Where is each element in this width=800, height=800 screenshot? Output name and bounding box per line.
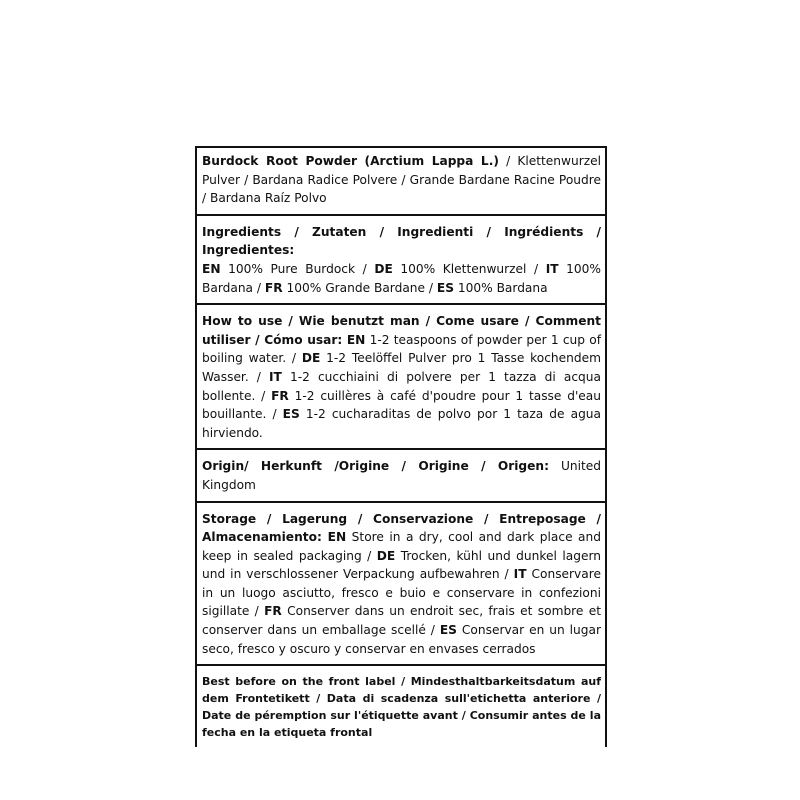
product-title-section bbox=[197, 146, 605, 216]
how-to-use-de: 1-2 Teelöffel Pulver pro 1 Tasse kochendem Wasser. / bbox=[202, 351, 601, 384]
best-before-text: Best before on the front label / Mindesthaltbarkeitsdatum auf dem Frontetikett / Data di scadenza sull'etichetta anteriore / Date de péremption sur l'étiquette avant / Consumir antes de la fecha en la etiqueta frontal bbox=[202, 675, 601, 740]
lang-code-it: IT bbox=[269, 369, 282, 384]
storage-de: Trocken, kühl und dunkel lagern und in verschlossener Verpackung aufbewahren / bbox=[202, 548, 601, 582]
lang-code-fr: FR bbox=[264, 280, 283, 295]
lang-code-de: DE bbox=[374, 261, 393, 276]
lang-code-es: ES bbox=[282, 407, 300, 422]
lang-code-en: EN bbox=[342, 332, 366, 347]
lang-code-de: DE bbox=[301, 351, 321, 366]
storage-section bbox=[197, 506, 605, 667]
how-to-use-fr: 1-2 cuillères à café d'poudre pour 1 tasse d'eau bouillante. / bbox=[202, 388, 601, 422]
lang-code-it: IT bbox=[513, 567, 527, 582]
origin-heading: Origin/ Herkunft /Origine / Origine / Origen: bbox=[202, 459, 549, 474]
lang-code-en: EN bbox=[321, 530, 347, 545]
ingredients-section bbox=[197, 219, 605, 305]
how-to-use-heading: How to use / Wie benutzt man / Come usare / Comment utiliser / Cómo usar: bbox=[202, 314, 601, 347]
product-label bbox=[195, 146, 607, 747]
ingredients-heading: Ingredients / Zutaten / Ingredienti / Ingrédients / Ingredientes: bbox=[202, 224, 601, 258]
how-to-use-section bbox=[197, 308, 605, 450]
lang-code-es: ES bbox=[436, 280, 454, 295]
ingredients-de: 100% Klettenwurzel / bbox=[392, 261, 546, 276]
ingredients-en: 100% Pure Burdock / bbox=[220, 261, 375, 276]
product-title-translations: / Klettenwurzel Pulver / Bardana Radice Polvere / Grande Bardane Racine Poudre / Bardana Raíz Polvo bbox=[202, 154, 601, 206]
how-to-use-en: 1-2 teaspoons of powder per 1 cup of boiling water. / bbox=[202, 332, 601, 366]
product-title: Burdock Root Powder (Arctium Lappa L.) bbox=[202, 154, 499, 168]
lang-code-de: DE bbox=[376, 548, 396, 563]
storage-it: Conservare in un luogo asciutto, fresco e buio e conservare in confezioni sigillate / bbox=[202, 567, 601, 619]
lang-code-fr: FR bbox=[271, 388, 289, 403]
origin-section bbox=[197, 453, 605, 502]
ingredients-fr: 100% Grande Bardane / bbox=[282, 280, 437, 295]
lang-code-fr: FR bbox=[264, 604, 282, 619]
how-to-use-es: 1-2 cucharaditas de polvo por 1 taza de agua hirviendo. bbox=[202, 407, 601, 440]
lang-code-en: EN bbox=[202, 261, 221, 276]
lang-code-es: ES bbox=[439, 623, 457, 638]
how-to-use-it: 1-2 cucchiaini di polvere per 1 tazza di acqua bollente. / bbox=[202, 369, 601, 403]
origin-value: United Kingdom bbox=[202, 459, 601, 492]
ingredients-it: 100% Bardana / bbox=[202, 261, 601, 295]
lang-code-it: IT bbox=[545, 261, 559, 276]
ingredients-es: 100% Bardana bbox=[453, 280, 548, 295]
storage-es: Conservar en un lugar seco, fresco y oscuro y conservar en envases cerrados bbox=[202, 623, 601, 656]
best-before-section bbox=[197, 669, 605, 747]
storage-heading: Storage / Lagerung / Conservazione / Entreposage / Almacenamiento: bbox=[202, 511, 601, 545]
storage-en: Store in a dry, cool and dark place and keep in sealed packaging / bbox=[202, 530, 601, 563]
storage-fr: Conserver dans un endroit sec, frais et sombre et conserver dans un emballage scellé / bbox=[202, 604, 601, 638]
